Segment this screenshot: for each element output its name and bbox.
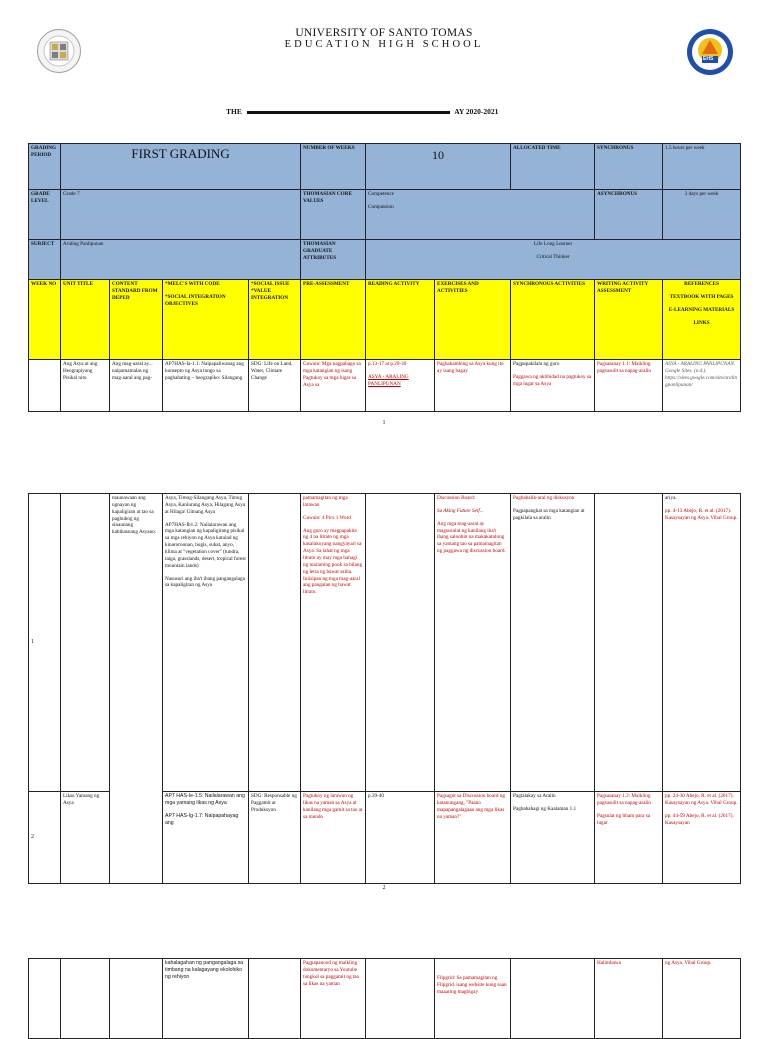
col-links-label: LINKS xyxy=(693,319,710,326)
col-exercises: EXERCISES AND ACTIVITIES xyxy=(435,280,511,360)
p3-reading xyxy=(366,959,435,1039)
p2-exer-1b: Sa Aking Future Self... xyxy=(437,507,484,514)
p2-pre-1c: Ang guro ay magpapakita ng 4 na litrato ng mga kasalukuyang nangyayari sa Asya. Sa lahat ng mga litrato ay may mga bahagi ng maraming pook sa bilang ng letra ng bawat salita. Iniisipan ng mga mag-aaral ang pangalan ng bawat litrato. xyxy=(303,527,363,596)
p2-content-1: maunawaan ang ugnayan ng kapaligiran at tao sa paghubog ng sinaunang kabihasnang Asyano. xyxy=(110,494,163,884)
p1-melc-cell: AP7HAS-Ia-1.1: Naipapaliwanag ang konsepto ng Asya tungo sa paghahating – heograpiko: Silangang xyxy=(163,360,249,412)
p3-exer: Flipgrid: Sa pamamagitan ng Flipgrid, isang website kung saan maaaring magbigay xyxy=(435,959,511,1039)
p1-reading-cell xyxy=(366,360,435,412)
p2-exer-1c: Ang mga mag-aaral ay magsusulat ng kanilang iba't ibang saloobin na makakatulong sa yamang tao sa pamamagitan ng paggawa ng discussion board. xyxy=(437,520,506,555)
p2-refs-2b: pp. 44-59 Abejo, R. et al. (2017). Kasaysayan xyxy=(665,812,734,826)
p2-melc-2a: AP7 HAS-Ie-1.5: Nailalarawan ang mga yamang likas ng Asya xyxy=(165,793,245,806)
p3-unit xyxy=(61,959,110,1039)
grade-value: Grade 7 xyxy=(61,190,301,240)
grade-level-label: GRADE LEVEL xyxy=(29,190,61,240)
subject-value: Araling Panlipunan xyxy=(61,240,301,280)
p2-melc-1a: Asya, Timog-Silangang Asya, Timog Asya, Kanlurang Asya, Hilagang Asya at Hilaga/ Gitnang Asya xyxy=(165,495,246,515)
plan-title-right: AY 2020-2021 xyxy=(454,107,499,116)
p2-melc-1 xyxy=(163,494,249,792)
p2-melc-2b: AP7 HAS-Ig-1.7: Naipapahayag ang xyxy=(165,812,239,826)
p1-refs-cell: ASYA - ARALING PANLIPUNAN. Google Sites. (n.d.). https://sites.google.com/site/aralingpanlipunan/ xyxy=(663,360,741,412)
p3-refs: ng Asya. Vibal Group. xyxy=(663,959,741,1039)
ust-logo xyxy=(36,28,82,74)
col-pre-assessment: PRE-ASSESSMENT xyxy=(301,280,366,360)
p3-pre: Pagpapanood ng maikling dokumentaryo sa Youtube tungkol sa paggamit ng tao sa likas na yaman xyxy=(301,959,366,1039)
asynchronus-label: ASYNCHRONUS xyxy=(595,190,663,240)
col-melcs-label: *MELC'S WITH CODE xyxy=(165,281,220,287)
p2-melc-1b: AP7HAS-Ib1.2: Nailalarawan ang mga katangian ng kapaligirang pisikal sa mga rehiyon ng Asya katulad ng kinaroroonan, hugis, sukat, anyo, klima at "vegetation cover" (tundra, taiga, grasslands, desert, tropical forest mountain lands) xyxy=(165,521,246,569)
synchronus-label: SYNCHRONUS xyxy=(595,144,663,190)
p1-week-cell xyxy=(29,360,61,412)
subject-label: SUBJECT xyxy=(29,240,61,280)
col-references xyxy=(663,280,741,360)
p2-refs-2 xyxy=(663,792,741,884)
p2-writing-1 xyxy=(595,494,663,792)
p2-refs-1 xyxy=(663,494,741,792)
p2-refs-2a: pp. 24-30 Abejo, R. et al. (2017). Kasaysayan ng Asya. Vibal Group. xyxy=(665,793,738,806)
grading-value: FIRST GRADING xyxy=(61,144,301,190)
core-values-label: THOMASIAN CORE VALUES xyxy=(301,190,366,240)
p2-week-2: 2 xyxy=(29,792,61,884)
col-writing: WRITING ACTIVITY ASSESSMENT xyxy=(595,280,663,360)
graduate-attributes-label: THOMASIAN GRADUATE ATTRIBUTES xyxy=(301,240,366,280)
col-unit-title: UNIT TITLE xyxy=(61,280,110,360)
p1-reading-link[interactable]: ASYA - ARALING PANLIPUNAN xyxy=(368,373,409,387)
attribute-1: Life Long Learner xyxy=(533,241,573,247)
p2-writing-2a: Pagsasanay 1.2: Maikling pagsusulit sa napag-aralin xyxy=(597,793,651,806)
p2-week-1: 1 xyxy=(29,494,61,792)
col-sio-label: *SOCIAL INTEGRATION OBJECTIVES xyxy=(165,293,226,307)
col-week-no: WEEK NO xyxy=(29,280,61,360)
curriculum-table-page-1 xyxy=(28,143,741,412)
p1-sync-1: Pagpapakilala ng guro xyxy=(513,361,560,367)
page-number-2: 2 xyxy=(382,885,386,891)
plan-title-overlay xyxy=(247,111,450,114)
p2-melc-1c: Nasusuri ang iba't ibang pangangalaga sa kapaligiran ng Asya xyxy=(165,575,245,589)
p3-melc: kahalagahan ng pangangalaga sa timbang na kalagayang ekolohiko ng rehiyon xyxy=(163,959,249,1039)
p2-reading-2: p.39-40 xyxy=(366,792,435,884)
p3-week xyxy=(29,959,61,1039)
plan-title xyxy=(226,107,556,117)
weeks-label: NUMBER OF WEEKS xyxy=(301,144,366,190)
grading-period-label: GRADING PERIOD xyxy=(29,144,61,190)
p1-writing-cell: Pagsasanay 1.1: Maikling pagsusulit sa napag-aralin xyxy=(595,360,663,412)
p3-sync xyxy=(511,959,595,1039)
p2-refs-1b: pp. 4-13 Abejo, R. et al. (2017). Kasaysayan ng Asya. Vibal Group. xyxy=(665,507,738,521)
p2-issue-1 xyxy=(249,494,301,792)
p1-pre-cell: Gawain: Mga nagpabago sa mga katangian ng isang Pagtukoy sa mga lugar sa Asya sa xyxy=(301,360,366,412)
col-textbook-label: TEXTBOOK WITH PAGES xyxy=(669,293,734,300)
p2-sync-1b: Pagpapangkat sa mga katangian at pagkilala sa aralin xyxy=(513,507,585,521)
university-name: UNIVERSITY OF SANTO TOMAS xyxy=(295,27,473,39)
attribute-2: Critical Thinker xyxy=(536,253,570,260)
p2-sync-2b: Pagbabahagi ng Kaalaman 1.1 xyxy=(513,805,577,812)
school-name: EDUCATION HIGH SCHOOL xyxy=(284,39,484,50)
curriculum-table-page-2 xyxy=(28,493,741,884)
p3-content xyxy=(110,959,163,1039)
p2-issue-2: SDG: Responsable ng Paggamit at Produksyon xyxy=(249,792,301,884)
p2-sync-1a: Pagbabalik-aral ng diskusyon xyxy=(513,495,575,501)
p2-pre-2: Pagtukoy ng larawan ng likas na yaman sa Asya at kanilang mga gamit sa tao at sa mundo xyxy=(301,792,366,884)
ehs-seal-icon xyxy=(686,28,734,76)
p2-pre-1b: Gawain: 4 Pics 1 Word xyxy=(303,514,351,521)
p1-exercises-cell: Paghahambing sa Asya kung ito ay isang bagay xyxy=(435,360,511,412)
p2-exer-1 xyxy=(435,494,511,792)
p2-melc-2 xyxy=(163,792,249,884)
p1-sync-cell xyxy=(511,360,595,412)
core-value-2: Compassion xyxy=(368,203,394,210)
p1-content-cell: Ang mag-aaral ay... naipamamalas ng mag-aaral ang pag- xyxy=(110,360,163,412)
p2-unit-1 xyxy=(61,494,110,792)
p2-unit-2: Likas Yamang ng Asya xyxy=(61,792,110,884)
p3-issue xyxy=(249,959,301,1039)
col-melcs xyxy=(163,280,249,360)
plan-title-left: THE xyxy=(226,107,242,116)
ehs-logo-text: EHS xyxy=(703,56,714,62)
p2-refs-1a: ariya. xyxy=(665,495,677,501)
p2-exer-1a: Discussion Board: xyxy=(437,495,476,501)
asynchronus-value: 3 days per week xyxy=(663,190,741,240)
col-reading: READING ACTIVITY xyxy=(366,280,435,360)
p2-sync-2 xyxy=(511,792,595,884)
p2-sync-1 xyxy=(511,494,595,792)
col-elearning-label: E-LEARNING MATERIALS xyxy=(668,306,735,313)
core-value-1: Competence xyxy=(368,191,394,197)
p2-pre-1a: pamamagitan ng mga larawan xyxy=(303,495,348,508)
p2-pre-1 xyxy=(301,494,366,792)
ust-seal-icon xyxy=(36,28,82,74)
synchronus-value: 1.5 hours per week xyxy=(663,144,741,190)
col-content-standard: CONTENT STANDARD FROM DEPED xyxy=(110,280,163,360)
p3-writing: Halimbawa xyxy=(595,959,663,1039)
curriculum-table-page-3 xyxy=(28,958,741,1039)
p1-sync-2: Paggawa ng aktibidad na pagtukoy sa mga lugar sa Asya xyxy=(513,373,592,387)
p1-reading-pages: p.13-17 at p.20-30 xyxy=(368,361,407,367)
p1-issue-cell: SDG: Life on Land, Water, Climate Change xyxy=(249,360,301,412)
weeks-value: 10 xyxy=(366,144,511,190)
ehs-logo xyxy=(686,28,734,76)
graduate-attributes xyxy=(366,240,741,280)
page-number-1: 1 xyxy=(382,420,386,426)
core-values xyxy=(366,190,595,240)
col-synchronous: SYNCHRONOUS ACTIVITIES xyxy=(511,280,595,360)
allocated-time-label: ALLOCATED TIME xyxy=(511,144,595,190)
col-references-label: REFERENCES xyxy=(684,281,719,287)
p2-sync-2a: Pagtalakay sa Aralin xyxy=(513,793,556,799)
p2-exer-2: Pagsagot sa Discussion board ng katanungang, "Paano mapapangalagaan ang mga likas na yaman?" xyxy=(435,792,511,884)
p2-writing-2b: Pagsulat ng liham para sa lugar xyxy=(597,812,651,826)
p1-unit-cell: Ang Asya at ang Heograpiyang Pisikal nito xyxy=(61,360,110,412)
p2-writing-2 xyxy=(595,792,663,884)
col-social-issue: *SOCIAL ISSUE *VALUE INTEGRATION xyxy=(249,280,301,360)
p2-reading-1 xyxy=(366,494,435,792)
